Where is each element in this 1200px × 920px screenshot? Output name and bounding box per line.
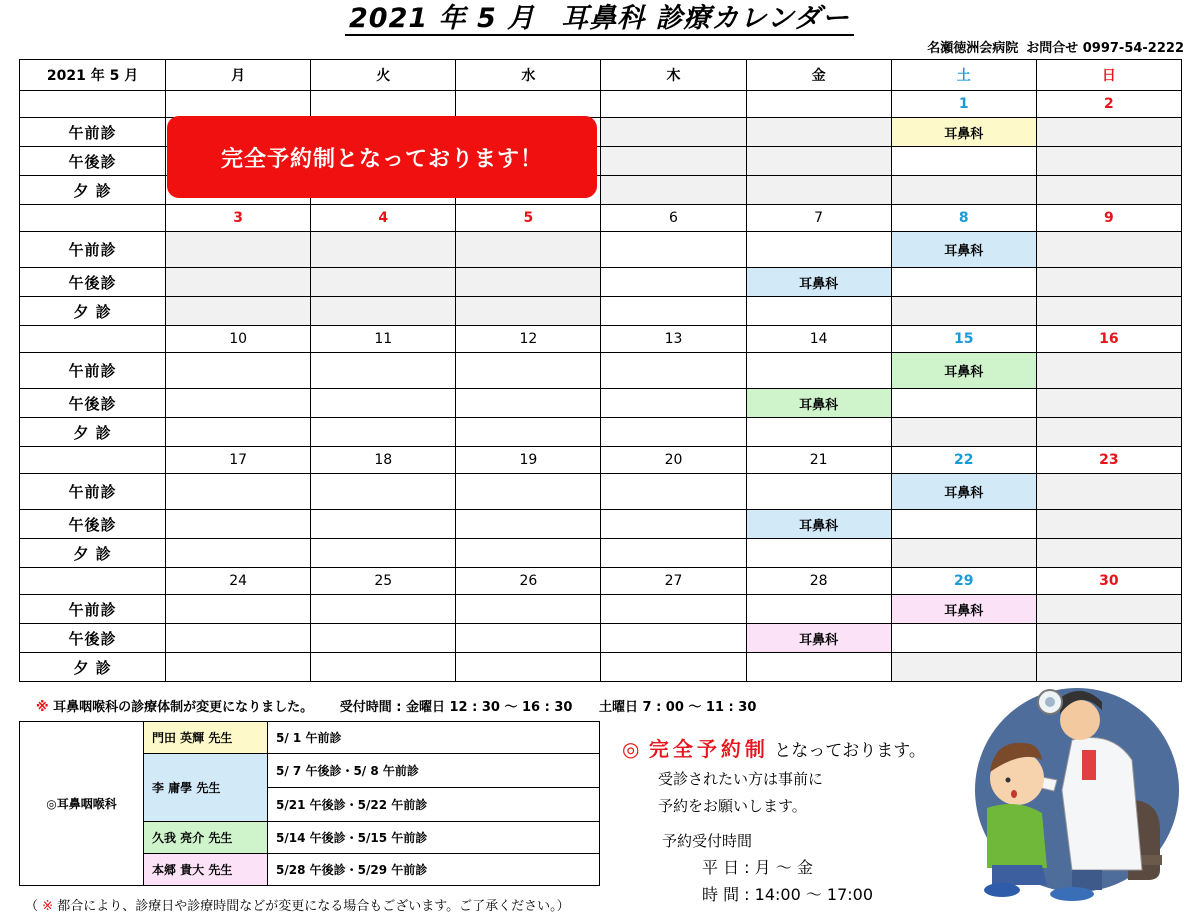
session-cell [746,653,891,682]
notice-mark: ※ [36,700,49,715]
session-cell [891,539,1036,568]
session-cell [746,595,891,624]
session-cell [456,389,601,418]
session-cell [166,232,311,268]
date-cell: 9 [1036,205,1181,232]
saturday-hours: 土曜日 7 : 00 〜 11 : 30 [598,700,757,715]
session-cell [1036,118,1181,147]
session-cell [166,268,311,297]
session-cell [311,268,456,297]
date-cell: 24 [166,568,311,595]
session-label: 夕 診 [20,539,166,568]
clinic-entry: 耳鼻科 [891,232,1036,268]
session-cell [891,389,1036,418]
footer-mark: ※ [42,899,54,914]
footer-text: 都合により、診療日や診療時間などが変更になる場合もございます。ご了承ください。 [57,899,557,914]
date-cell [456,91,601,118]
reservation-line1: 受診されたい方は事前に [658,770,824,788]
session-cell [311,389,456,418]
hospital-name: 名瀬徳洲会病院 [927,41,1019,56]
session-cell [311,539,456,568]
doctor-examining-child-ear-illustration [962,680,1187,905]
week-4-am-row [20,474,1182,510]
date-cell: 30 [1036,568,1181,595]
doctor-name: 李 庸學 先生 [144,754,268,822]
reservation-line2: 予約をお願いします。 [658,797,807,815]
session-cell [746,474,891,510]
reservation-lead [622,733,926,762]
session-cell [456,268,601,297]
doctor-dates: 5/ 7 午後診・5/ 8 午前診 [268,754,600,788]
session-cell [746,118,891,147]
date-cell: 17 [166,447,311,474]
session-cell [456,232,601,268]
reception-time: 時 間 : 14:00 〜 17:00 [702,885,874,904]
session-cell [311,353,456,389]
title-year-month: 2021 年 5 月 [349,3,536,34]
date-cell: 1 [891,91,1036,118]
session-label: 午前診 [20,595,166,624]
date-cell: 20 [601,447,746,474]
session-cell [891,297,1036,326]
session-label: 午前診 [20,474,166,510]
session-cell [166,353,311,389]
day-header-sun: 日 [1036,60,1181,91]
session-cell [311,653,456,682]
session-cell [746,176,891,205]
doctor-name: 久我 亮介 先生 [144,822,268,854]
session-cell [601,118,746,147]
hospital-phone: お問合せ 0997-54-2222 [1026,41,1184,56]
dept-label: ◎耳鼻咽喉科 [20,722,144,886]
session-cell [1036,147,1181,176]
clinic-entry: 耳鼻科 [891,595,1036,624]
session-cell [456,353,601,389]
doctor-coat-icon [1062,738,1142,871]
week-2-date-row [20,205,1182,232]
week-4-date-row [20,447,1182,474]
date-cell [166,91,311,118]
doctor-tie-icon [1082,750,1096,780]
session-cell [1036,297,1181,326]
date-cell: 10 [166,326,311,353]
session-cell [311,595,456,624]
date-cell: 6 [601,205,746,232]
week-2-pm-row [20,268,1182,297]
session-label: 午後診 [20,389,166,418]
session-cell [601,624,746,653]
date-cell [20,91,166,118]
session-cell [456,297,601,326]
date-cell [20,326,166,353]
doctor-dates: 5/ 1 午前診 [268,722,600,754]
session-label: 夕 診 [20,176,166,205]
date-cell: 16 [1036,326,1181,353]
session-cell [891,624,1036,653]
week-1-date-row [20,91,1182,118]
date-cell: 7 [746,205,891,232]
session-cell [891,147,1036,176]
session-cell [891,653,1036,682]
session-label: 夕 診 [20,653,166,682]
doctor-name: 本郷 貴大 先生 [144,854,268,886]
day-header-tue: 火 [311,60,456,91]
clinic-entry: 耳鼻科 [746,624,891,653]
day-header-thu: 木 [601,60,746,91]
schedule-notice [36,696,756,715]
session-cell [311,232,456,268]
session-cell [311,474,456,510]
child-mouth-icon [1011,790,1017,798]
session-label: 午前診 [20,118,166,147]
day-header-wed: 水 [456,60,601,91]
day-header-fri: 金 [746,60,891,91]
reception-title: 予約受付時間 [662,832,753,850]
session-cell [601,353,746,389]
session-cell [891,510,1036,539]
clinic-entry: 耳鼻科 [746,510,891,539]
session-cell [311,418,456,447]
reservation-info [622,733,926,905]
session-cell [166,510,311,539]
week-5-date-row [20,568,1182,595]
session-cell [601,232,746,268]
date-cell [746,91,891,118]
date-cell: 15 [891,326,1036,353]
date-cell: 2 [1036,91,1181,118]
footer-note: （ ※ 都合により、診療日や診療時間などが変更になる場合もございます。ご了承ください。） [25,899,570,914]
session-cell [1036,474,1181,510]
day-header-mon: 月 [166,60,311,91]
session-cell [601,268,746,297]
session-label: 午後診 [20,147,166,176]
week-3-am-row [20,353,1182,389]
session-label: 午後診 [20,510,166,539]
session-cell [456,539,601,568]
session-cell [456,510,601,539]
doctor-dates: 5/21 午後診・5/22 午前診 [268,788,600,822]
hours-label: 受付時間 : [339,700,402,715]
session-cell [1036,539,1181,568]
doctor-dates: 5/28 午後診・5/29 午前診 [268,854,600,886]
page-title [345,4,854,36]
date-cell [311,91,456,118]
session-cell [1036,353,1181,389]
date-cell: 18 [311,447,456,474]
notice-text: 耳鼻咽喉科の診療体制が変更になりました。 [53,700,314,715]
date-cell: 12 [456,326,601,353]
child-eye-icon [1006,778,1011,783]
session-cell [166,653,311,682]
week-5-pm-row [20,624,1182,653]
doctor-table [19,721,600,886]
session-label: 午前診 [20,232,166,268]
session-label: 夕 診 [20,297,166,326]
session-cell [891,418,1036,447]
week-5-am-row [20,595,1182,624]
weekday-hours: 金曜日 12 : 30 〜 16 : 30 [405,700,573,715]
session-cell [456,474,601,510]
date-cell: 3 [166,205,311,232]
session-cell [1036,653,1181,682]
child-pants-icon [992,865,1047,885]
reservation-suffix: となっております。 [774,741,926,761]
date-cell: 29 [891,568,1036,595]
reception-days: 平 日 : 月 〜 金 [702,858,813,877]
session-label: 夕 診 [20,418,166,447]
date-cell: 22 [891,447,1036,474]
session-cell [746,418,891,447]
doctor-name: 門田 英輝 先生 [144,722,268,754]
session-cell [601,297,746,326]
session-cell [166,624,311,653]
session-cell [1036,232,1181,268]
clinic-entry: 耳鼻科 [746,268,891,297]
session-cell [311,297,456,326]
session-cell [601,176,746,205]
clinic-entry: 耳鼻科 [746,389,891,418]
date-cell: 8 [891,205,1036,232]
week-3-date-row [20,326,1182,353]
mirror-center-icon [1045,697,1055,707]
session-cell [601,653,746,682]
session-cell [746,232,891,268]
week-5-eve-row [20,653,1182,682]
session-cell [456,418,601,447]
child-shirt-icon [987,804,1047,868]
session-cell [166,539,311,568]
session-cell [601,539,746,568]
date-cell [20,205,166,232]
session-cell [601,389,746,418]
date-cell: 11 [311,326,456,353]
session-cell [746,353,891,389]
reservation-big: 完全予約制 [648,737,769,761]
date-cell: 4 [311,205,456,232]
session-cell [456,624,601,653]
clinic-entry: 耳鼻科 [891,118,1036,147]
session-label: 午後診 [20,268,166,297]
session-cell [746,297,891,326]
week-3-eve-row [20,418,1182,447]
session-cell [311,624,456,653]
session-cell [1036,595,1181,624]
session-cell [1036,418,1181,447]
session-cell [166,418,311,447]
date-cell: 19 [456,447,601,474]
child-shoe-icon [984,883,1020,897]
title-dept: 耳鼻科 診療カレンダー [561,3,850,34]
clinic-entry: 耳鼻科 [891,353,1036,389]
doctor-shoe-icon [1050,887,1094,901]
week-2-am-row [20,232,1182,268]
week-2-eve-row [20,297,1182,326]
week-3-pm-row [20,389,1182,418]
session-cell [746,147,891,176]
date-cell: 13 [601,326,746,353]
week-4-pm-row [20,510,1182,539]
session-cell [601,474,746,510]
date-cell: 23 [1036,447,1181,474]
session-cell [166,474,311,510]
session-cell [166,389,311,418]
date-cell: 27 [601,568,746,595]
session-cell [1036,176,1181,205]
session-label: 午前診 [20,353,166,389]
session-cell [891,268,1036,297]
doctor-dates: 5/14 午後診・5/15 午前診 [268,822,600,854]
session-cell [1036,389,1181,418]
date-cell: 14 [746,326,891,353]
session-cell [601,510,746,539]
session-cell [601,418,746,447]
doctor-legs-icon [1072,870,1102,890]
date-cell: 25 [311,568,456,595]
date-cell: 5 [456,205,601,232]
session-label: 午後診 [20,624,166,653]
reservation-mark: ◎ [622,737,644,761]
hospital-contact [927,37,1184,56]
session-cell [1036,268,1181,297]
session-cell [891,176,1036,205]
session-cell [166,297,311,326]
date-cell: 28 [746,568,891,595]
session-cell [166,595,311,624]
reservation-banner: 完全予約制となっております！ [167,116,597,198]
date-cell: 26 [456,568,601,595]
date-cell: 21 [746,447,891,474]
session-cell [1036,510,1181,539]
clinic-entry: 耳鼻科 [891,474,1036,510]
week-4-eve-row [20,539,1182,568]
session-cell [456,653,601,682]
session-cell [601,147,746,176]
doctor-row [20,722,600,754]
session-cell [456,595,601,624]
date-cell [20,568,166,595]
session-cell [1036,624,1181,653]
session-cell [311,510,456,539]
day-header-sat: 土 [891,60,1036,91]
calendar-corner: 2021 年 5 月 [20,60,166,91]
session-cell [601,595,746,624]
calendar-header-row [20,60,1182,91]
date-cell [20,447,166,474]
date-cell [601,91,746,118]
session-cell [746,539,891,568]
